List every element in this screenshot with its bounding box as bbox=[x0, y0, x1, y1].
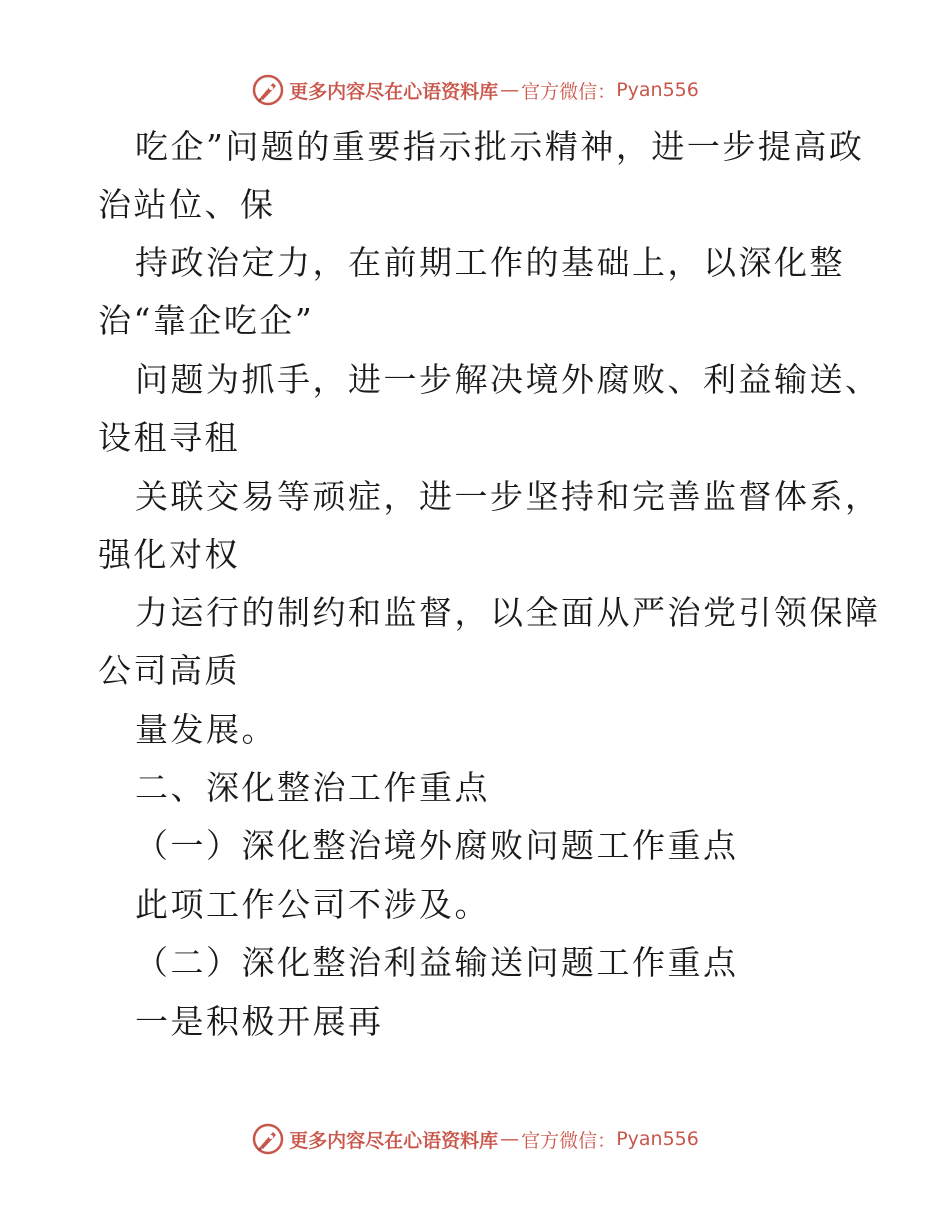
watermark-wechat-label: 官方微信： bbox=[521, 80, 617, 103]
text-line: 强化对权 bbox=[98, 535, 240, 574]
watermark-wechat-id: Pyan556 bbox=[616, 1128, 699, 1150]
watermark-footer bbox=[0, 1119, 950, 1159]
text-line: 量发展。 bbox=[135, 710, 277, 749]
text-line: 持政治定力，在前期工作的基础上，以深化整 bbox=[135, 243, 845, 282]
text-line: 治站位、保 bbox=[98, 185, 276, 224]
text-line: 力运行的制约和监督，以全面从严治党引领保障 bbox=[135, 593, 881, 632]
text-line: 一是积极开展再 bbox=[135, 1002, 384, 1041]
text-line: 问题为抓手，进一步解决境外腐败、利益输送、 bbox=[135, 360, 881, 399]
watermark-header bbox=[0, 70, 950, 110]
pen-logo-icon bbox=[251, 73, 285, 107]
watermark-brand: 更多内容尽在心语资料库 bbox=[289, 80, 499, 103]
text-line: 吃企”问题的重要指示批示精神，进一步提高政 bbox=[135, 127, 865, 166]
watermark-wechat-id: Pyan556 bbox=[616, 79, 699, 101]
watermark-wechat-label: 官方微信： bbox=[521, 1129, 617, 1152]
section-heading: 二、深化整治工作重点 bbox=[135, 768, 490, 807]
subsection-heading: （二）深化整治利益输送问题工作重点 bbox=[135, 943, 739, 982]
text-line: 公司高质 bbox=[98, 651, 240, 690]
subsection-heading: （一）深化整治境外腐败问题工作重点 bbox=[135, 826, 739, 865]
text-line: 此项工作公司不涉及。 bbox=[135, 885, 490, 924]
pen-logo-icon bbox=[251, 1122, 285, 1156]
text-line: 设租寻租 bbox=[98, 418, 240, 457]
text-line: 关联交易等顽症，进一步坚持和完善监督体系， bbox=[135, 477, 881, 516]
text-line: 治“靠企吃企” bbox=[98, 301, 315, 340]
watermark-separator: — bbox=[500, 1128, 520, 1150]
watermark-brand: 更多内容尽在心语资料库 bbox=[289, 1129, 499, 1152]
watermark-separator: — bbox=[500, 79, 520, 101]
